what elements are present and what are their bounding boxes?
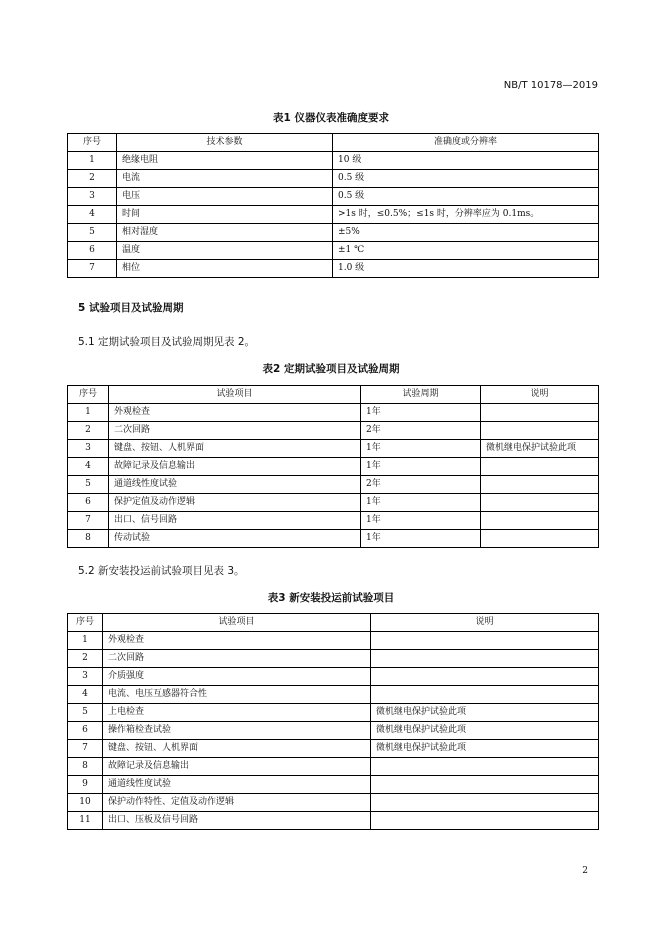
table1-cell: 10 级 [333, 152, 599, 170]
table3-cell: 微机继电保护试验此项 [371, 704, 599, 722]
table3-row [68, 740, 599, 758]
table3-cell: 上电检查 [103, 704, 371, 722]
table2-cell: 传动试验 [109, 530, 361, 548]
table1-cell: ±5% [333, 224, 599, 242]
table3-cell: 键盘、按钮、人机界面 [103, 740, 371, 758]
table2-cell: 5 [68, 476, 109, 494]
table2-header-cell: 试验项目 [109, 386, 361, 404]
table2-cell: 8 [68, 530, 109, 548]
table2-row [68, 530, 599, 548]
table3-cell: 7 [68, 740, 103, 758]
table2-row [68, 422, 599, 440]
table3-cell: 电流、电压互感器符合性 [103, 686, 371, 704]
table3-cell [371, 776, 599, 794]
table1-cell: 电流 [117, 170, 333, 188]
table2-row [68, 476, 599, 494]
table2-cell: 1年 [361, 458, 481, 476]
table3-cell [371, 758, 599, 776]
table2-cell: 故障记录及信息输出 [109, 458, 361, 476]
table3-cell: 1 [68, 632, 103, 650]
table1-header-cell: 序号 [68, 134, 117, 152]
table3-row [68, 704, 599, 722]
table1-row [68, 260, 599, 278]
table1-cell: 电压 [117, 188, 333, 206]
table2-caption: 表2 定期试验项目及试验周期 [262, 363, 400, 375]
section-5-2-text: 5.2 新安装投运前试验项目见表 3。 [78, 565, 245, 577]
table2-cell [481, 422, 599, 440]
table3-cell: 11 [68, 812, 103, 830]
table2-cell: 微机继电保护试验此项 [481, 440, 599, 458]
table1-cell: 0.5 级 [333, 188, 599, 206]
table2-cell [481, 494, 599, 512]
table3-cell [371, 686, 599, 704]
table1-cell: >1s 时，≤0.5%；≤1s 时，分辨率应为 0.1ms。 [333, 206, 599, 224]
table3-cell: 故障记录及信息输出 [103, 758, 371, 776]
table1-cell: 3 [68, 188, 117, 206]
table3-cell: 外观检查 [103, 632, 371, 650]
table1 [67, 133, 599, 278]
table1-cell: 0.5 级 [333, 170, 599, 188]
table1-cell: 4 [68, 206, 117, 224]
table1-cell: 时间 [117, 206, 333, 224]
table1-row [68, 242, 599, 260]
table1-cell: 2 [68, 170, 117, 188]
table3-row [68, 812, 599, 830]
section-5-1-text: 5.1 定期试验项目及试验周期见表 2。 [78, 336, 256, 348]
table1-header-cell: 技术参数 [117, 134, 333, 152]
table3-cell: 5 [68, 704, 103, 722]
table2-cell [481, 458, 599, 476]
table2-cell: 2年 [361, 476, 481, 494]
table3-header-cell: 说明 [371, 614, 599, 632]
table3-cell: 保护动作特性、定值及动作逻辑 [103, 794, 371, 812]
standard-code: NB/T 10178—2019 [503, 80, 598, 91]
table2-cell: 1年 [361, 440, 481, 458]
table2-cell [481, 512, 599, 530]
table2-row [68, 494, 599, 512]
table3-cell: 10 [68, 794, 103, 812]
table1-cell: ±1 ℃ [333, 242, 599, 260]
table1-row [68, 152, 599, 170]
table3-cell: 3 [68, 668, 103, 686]
table2-row [68, 440, 599, 458]
table1-header-cell: 准确度或分辨率 [333, 134, 599, 152]
table3-cell: 2 [68, 650, 103, 668]
table1-header-row [68, 134, 599, 152]
table3-row [68, 668, 599, 686]
table3-cell: 微机继电保护试验此项 [371, 722, 599, 740]
table2-header-row [68, 386, 599, 404]
table3-row [68, 722, 599, 740]
table1-cell: 1 [68, 152, 117, 170]
table3-header-row [68, 614, 599, 632]
table3-cell: 二次回路 [103, 650, 371, 668]
table2-row [68, 512, 599, 530]
table3-cell: 8 [68, 758, 103, 776]
table2-cell: 二次回路 [109, 422, 361, 440]
table3-header-cell: 序号 [68, 614, 103, 632]
table3-cell: 6 [68, 722, 103, 740]
table3-row [68, 758, 599, 776]
table3-header-cell: 试验项目 [103, 614, 371, 632]
table3-row [68, 632, 599, 650]
table1-cell: 温度 [117, 242, 333, 260]
table1-row [68, 188, 599, 206]
table2-cell: 1年 [361, 530, 481, 548]
table3-cell: 4 [68, 686, 103, 704]
table3-cell [371, 812, 599, 830]
table1-cell: 5 [68, 224, 117, 242]
table2-cell: 1年 [361, 512, 481, 530]
table2-cell: 7 [68, 512, 109, 530]
table2-cell: 1 [68, 404, 109, 422]
table2-cell [481, 476, 599, 494]
table2-cell [481, 530, 599, 548]
table2-cell: 2 [68, 422, 109, 440]
table2-cell: 1年 [361, 494, 481, 512]
table1-row [68, 224, 599, 242]
table2-cell: 外观检查 [109, 404, 361, 422]
table3-cell: 介质强度 [103, 668, 371, 686]
table3-caption: 表3 新安装投运前试验项目 [267, 592, 395, 604]
table2-header-cell: 序号 [68, 386, 109, 404]
table2-cell: 3 [68, 440, 109, 458]
page-number: 2 [582, 866, 588, 876]
table3 [67, 613, 599, 830]
table1-cell: 绝缘电阻 [117, 152, 333, 170]
table1-cell: 1.0 级 [333, 260, 599, 278]
table3-row [68, 794, 599, 812]
table1-cell: 7 [68, 260, 117, 278]
table2-cell: 1年 [361, 404, 481, 422]
table1-cell: 相对湿度 [117, 224, 333, 242]
table2-cell: 出口、信号回路 [109, 512, 361, 530]
table1-cell: 6 [68, 242, 117, 260]
table2 [67, 385, 599, 548]
table2-header-cell: 试验周期 [361, 386, 481, 404]
table2-cell: 6 [68, 494, 109, 512]
table3-cell: 9 [68, 776, 103, 794]
table1-row [68, 206, 599, 224]
table3-cell [371, 668, 599, 686]
table1-row [68, 170, 599, 188]
table3-row [68, 686, 599, 704]
table2-cell: 键盘、按钮、人机界面 [109, 440, 361, 458]
table3-cell: 操作箱检查试验 [103, 722, 371, 740]
table3-cell: 通道线性度试验 [103, 776, 371, 794]
table1-caption: 表1 仪器仪表准确度要求 [273, 112, 389, 124]
table3-row [68, 776, 599, 794]
section-5-title: 5 试验项目及试验周期 [78, 302, 184, 314]
table3-row [68, 650, 599, 668]
table2-row [68, 458, 599, 476]
table3-cell: 微机继电保护试验此项 [371, 740, 599, 758]
table3-cell [371, 650, 599, 668]
table1-cell: 相位 [117, 260, 333, 278]
table2-cell: 通道线性度试验 [109, 476, 361, 494]
table2-cell: 2年 [361, 422, 481, 440]
table2-header-cell: 说明 [481, 386, 599, 404]
table3-cell: 出口、压板及信号回路 [103, 812, 371, 830]
table2-row [68, 404, 599, 422]
table3-cell [371, 632, 599, 650]
table2-cell: 4 [68, 458, 109, 476]
table2-cell [481, 404, 599, 422]
table2-cell: 保护定值及动作逻辑 [109, 494, 361, 512]
table3-cell [371, 794, 599, 812]
